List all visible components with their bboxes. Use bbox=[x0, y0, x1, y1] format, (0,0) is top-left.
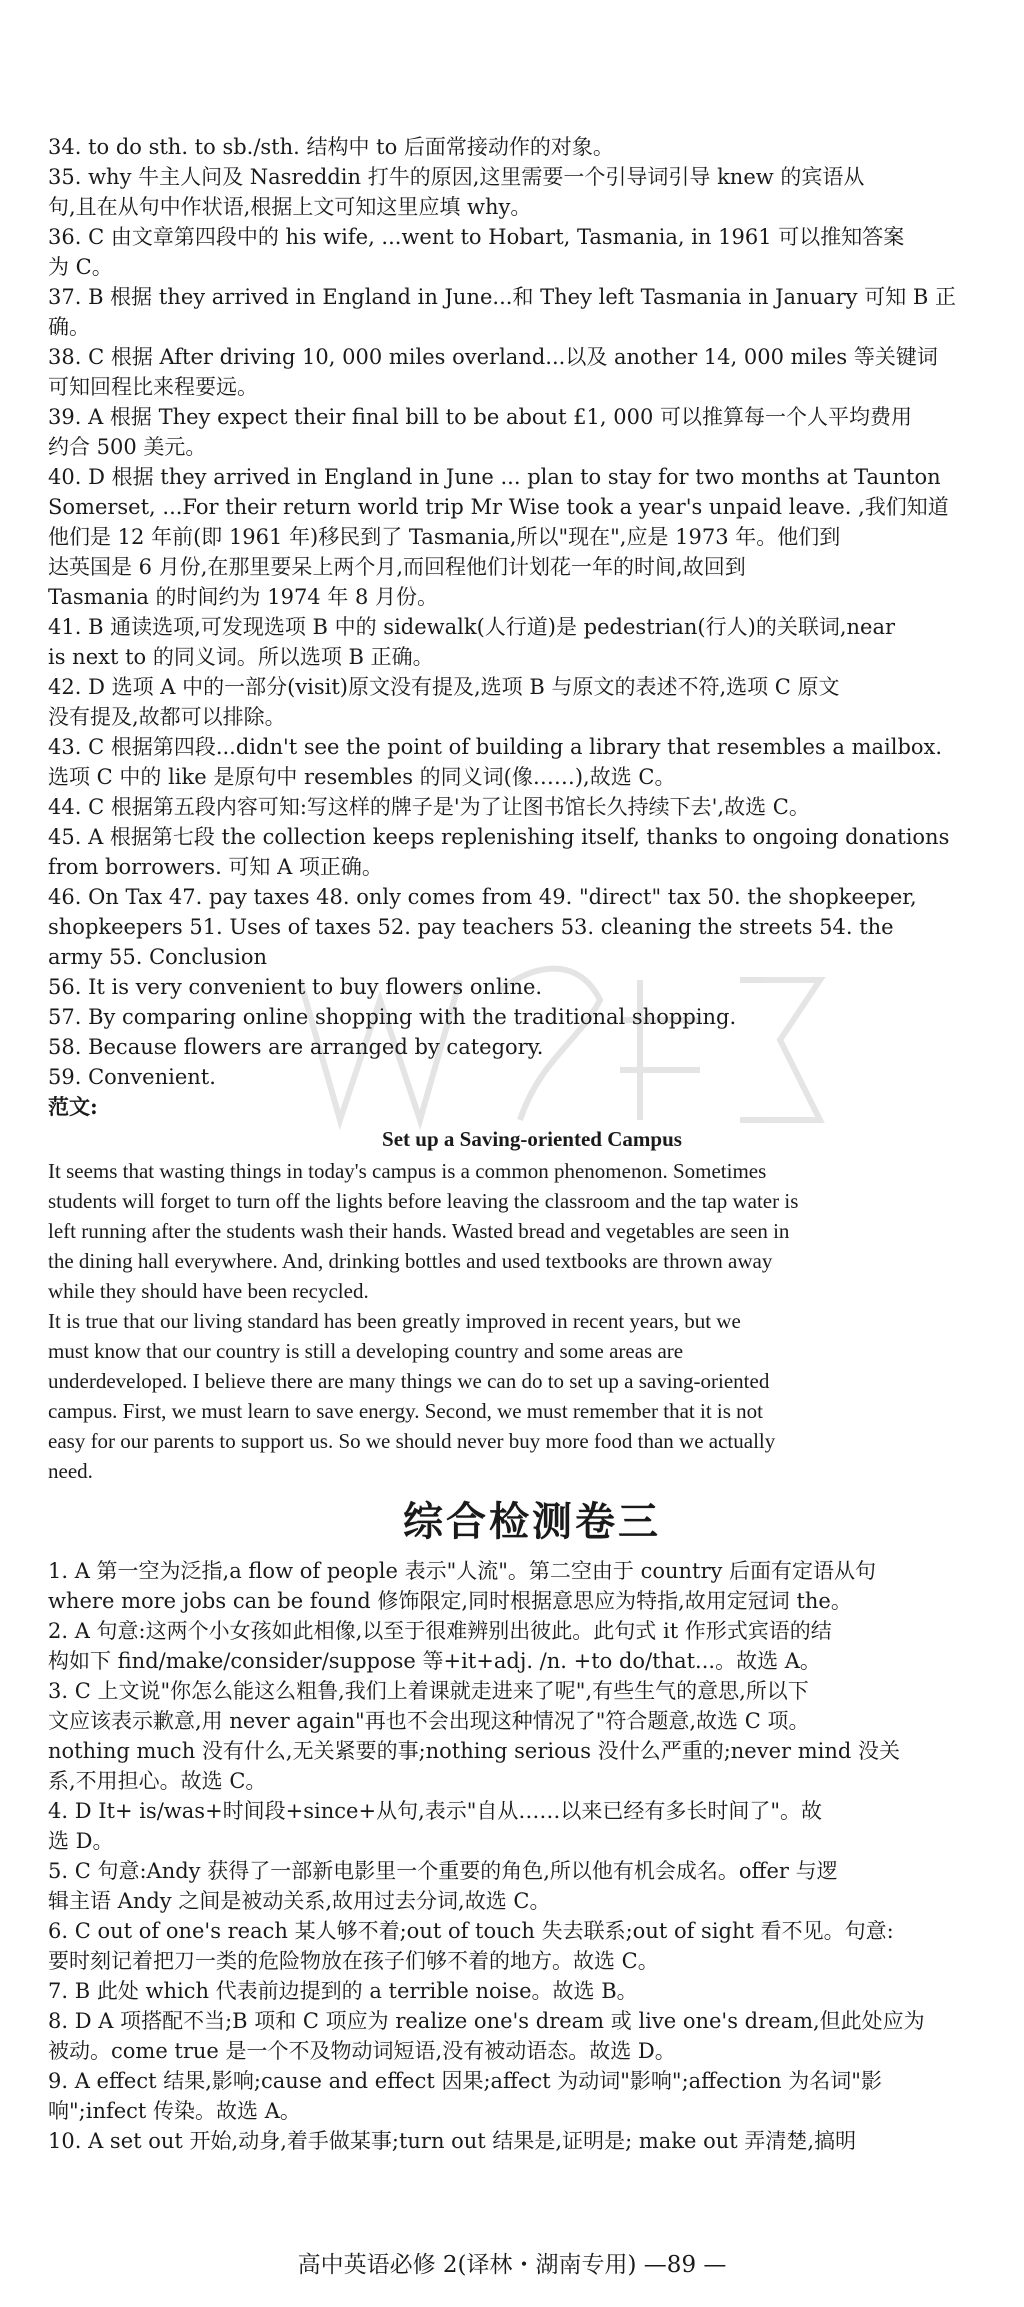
answer-line: 34. to do sth. to sb./sth. 结构中 to 后面常接动作的对象。 bbox=[48, 135, 614, 159]
answer-line: 43. C 根据第四段...didn't see the point of building a library that resembles a mailbox. bbox=[48, 735, 943, 759]
answer-line: 45. A 根据第七段 the collection keeps replenishing itself, thanks to ongoing donations bbox=[48, 825, 950, 849]
answer-line: 文应该表示歉意,用 never again"再也不会出现这种情况了"符合题意,故选 C 项。 bbox=[48, 1709, 810, 1733]
answer-line: is next to 的同义词。所以选项 B 正确。 bbox=[48, 645, 434, 669]
essay-line: It is true that our living standard has been greatly improved in recent years, but we bbox=[48, 1309, 741, 1333]
answer-line: 37. B 根据 they arrived in England in June...和 They left Tasmania in January 可知 B 正 bbox=[48, 285, 956, 309]
answer-line: 10. A set out 开始,动身,着手做某事;turn out 结果是,证明是; make out 弄清楚,搞明 bbox=[48, 2129, 857, 2153]
essay-line: while they should have been recycled. bbox=[48, 1279, 369, 1303]
essay-line: students will forget to turn off the lights before leaving the classroom and the tap water is bbox=[48, 1189, 799, 1213]
answer-line: 构如下 find/make/consider/suppose 等+it+adj. /n. +to do/that...。故选 A。 bbox=[48, 1649, 821, 1673]
answer-line: 选项 C 中的 like 是原句中 resembles 的同义词(像……),故选 C。 bbox=[48, 765, 676, 789]
answer-line: 39. A 根据 They expect their final bill to be about £1, 000 可以推算每一个人平均费用 bbox=[48, 405, 913, 429]
essay-line: It seems that wasting things in today's campus is a common phenomenon. Sometimes bbox=[48, 1159, 767, 1183]
answer-line: 为 C。 bbox=[48, 255, 113, 279]
answer-line: 句,且在从句中作状语,根据上文可知这里应填 why。 bbox=[48, 195, 532, 219]
answer-line: 40. D 根据 they arrived in England in June ... plan to stay for two months at Taunton bbox=[48, 465, 941, 489]
answer-line: 58. Because flowers are arranged by category. bbox=[48, 1035, 544, 1059]
answer-line: 41. B 通读选项,可发现选项 B 中的 sidewalk(人行道)是 pedestrian(行人)的关联词,near bbox=[48, 615, 896, 639]
answer-line: 3. C 上文说"你怎么能这么粗鲁,我们上着课就走进来了呢",有些生气的意思,所以下 bbox=[48, 1679, 809, 1703]
answer-line: 56. It is very convenient to buy flowers online. bbox=[48, 975, 543, 999]
answer-line: 约合 500 美元。 bbox=[48, 435, 207, 459]
answer-line: 选 D。 bbox=[48, 1829, 114, 1853]
essay-line: left running after the students wash their hands. Wasted bread and vegetables are seen in bbox=[48, 1219, 790, 1243]
answer-line: from borrowers. 可知 A 项正确。 bbox=[48, 855, 383, 879]
answer-line: 达英国是 6 月份,在那里要呆上两个月,而回程他们计划花一年的时间,故回到 bbox=[48, 555, 746, 579]
essay-label: 范文: bbox=[48, 1094, 98, 1119]
answer-line: 被动。come true 是一个不及物动词短语,没有被动语态。故选 D。 bbox=[48, 2039, 676, 2063]
answer-line: 7. B 此处 which 代表前边提到的 a terrible noise。故选 B。 bbox=[48, 1979, 638, 2003]
essay-line: must know that our country is still a developing country and some areas are bbox=[48, 1339, 684, 1363]
content-area bbox=[48, 132, 1016, 2156]
answer-line: Somerset, ...For their return world trip Mr Wise took a year's unpaid leave. ,我们知道 bbox=[48, 495, 949, 519]
answer-line: 46. On Tax 47. pay taxes 48. only comes from 49. "direct" tax 50. the shopkeeper, bbox=[48, 885, 917, 909]
answer-line: 他们是 12 年前(即 1961 年)移民到了 Tasmania,所以"现在",应是 1973 年。他们到 bbox=[48, 525, 841, 549]
essay-line: underdeveloped. I believe there are many things we can do to set up a saving-oriented bbox=[48, 1369, 770, 1393]
answer-line: 2. A 句意:这两个小女孩如此相像,以至于很难辨别出彼此。此句式 it 作形式宾语的结 bbox=[48, 1619, 832, 1643]
answer-line: 9. A effect 结果,影响;cause and effect 因果;affect 为动词"影响";affection 为名词"影 bbox=[48, 2069, 882, 2093]
essay-line: the dining hall everywhere. And, drinking bottles and used textbooks are thrown away bbox=[48, 1249, 773, 1273]
answer-line: where more jobs can be found 修饰限定,同时根据意思应为特指,故用定冠词 the。 bbox=[48, 1589, 852, 1613]
answer-line: 59. Convenient. bbox=[48, 1065, 216, 1089]
answer-line: 要时刻记着把刀一类的危险物放在孩子们够不着的地方。故选 C。 bbox=[48, 1949, 659, 1973]
answer-line: shopkeepers 51. Uses of taxes 52. pay teachers 53. cleaning the streets 54. the bbox=[48, 915, 894, 939]
answer-line: 5. C 句意:Andy 获得了一部新电影里一个重要的角色,所以他有机会成名。offer 与逻 bbox=[48, 1859, 838, 1883]
answer-line: 响";infect 传染。故选 A。 bbox=[48, 2099, 301, 2123]
answer-line: 8. D A 项搭配不当;B 项和 C 项应为 realize one's dream 或 live one's dream,但此处应为 bbox=[48, 2009, 925, 2033]
answer-line: 确。 bbox=[48, 315, 90, 339]
answer-line: 38. C 根据 After driving 10, 000 miles overland...以及 another 14, 000 miles 等关键词 bbox=[48, 345, 938, 369]
essay-line: need. bbox=[48, 1459, 93, 1483]
section-title: 综合检测卷三 bbox=[403, 1499, 661, 1545]
answer-line: 辑主语 Andy 之间是被动关系,故用过去分词,故选 C。 bbox=[48, 1889, 551, 1913]
answer-line: 36. C 由文章第四段中的 his wife, ...went to Hobart, Tasmania, in 1961 可以推知答案 bbox=[48, 225, 905, 249]
answer-line: 没有提及,故都可以排除。 bbox=[48, 705, 286, 729]
answer-line: 35. why 牛主人问及 Nasreddin 打牛的原因,这里需要一个引导词引导 knew 的宾语从 bbox=[48, 165, 865, 189]
page-footer: 高中英语必修 2(译林・湖南专用) —89 — bbox=[297, 2252, 727, 2278]
answer-line: 可知回程比来程要远。 bbox=[48, 375, 258, 399]
answer-line: 系,不用担心。故选 C。 bbox=[48, 1769, 267, 1793]
answer-line: nothing much 没有什么,无关紧要的事;nothing serious 没什么严重的;never mind 没关 bbox=[48, 1739, 901, 1763]
answer-line: 44. C 根据第五段内容可知:写这样的牌子是'为了让图书馆长久持续下去',故选 C。 bbox=[48, 795, 810, 819]
essay-line: campus. First, we must learn to save energy. Second, we must remember that it is not bbox=[48, 1399, 764, 1423]
answer-line: 1. A 第一空为泛指,a flow of people 表示"人流"。第二空由于 country 后面有定语从句 bbox=[48, 1559, 877, 1583]
answer-line: 57. By comparing online shopping with the traditional shopping. bbox=[48, 1005, 737, 1029]
answer-line: Tasmania 的时间约为 1974 年 8 月份。 bbox=[48, 585, 439, 609]
answer-line: 4. D It+ is/was+时间段+since+从句,表示"自从……以来已经有多长时间了"。故 bbox=[48, 1799, 823, 1823]
answer-line: 42. D 选项 A 中的一部分(visit)原文没有提及,选项 B 与原文的表述不符,选项 C 原文 bbox=[48, 675, 840, 699]
essay-line: easy for our parents to support us. So we should never buy more food than we actually bbox=[48, 1429, 776, 1453]
answer-line: army 55. Conclusion bbox=[48, 945, 267, 969]
answer-line: 6. C out of one's reach 某人够不着;out of touch 失去联系;out of sight 看不见。句意: bbox=[48, 1919, 894, 1943]
essay-title: Set up a Saving-oriented Campus bbox=[382, 1127, 682, 1151]
